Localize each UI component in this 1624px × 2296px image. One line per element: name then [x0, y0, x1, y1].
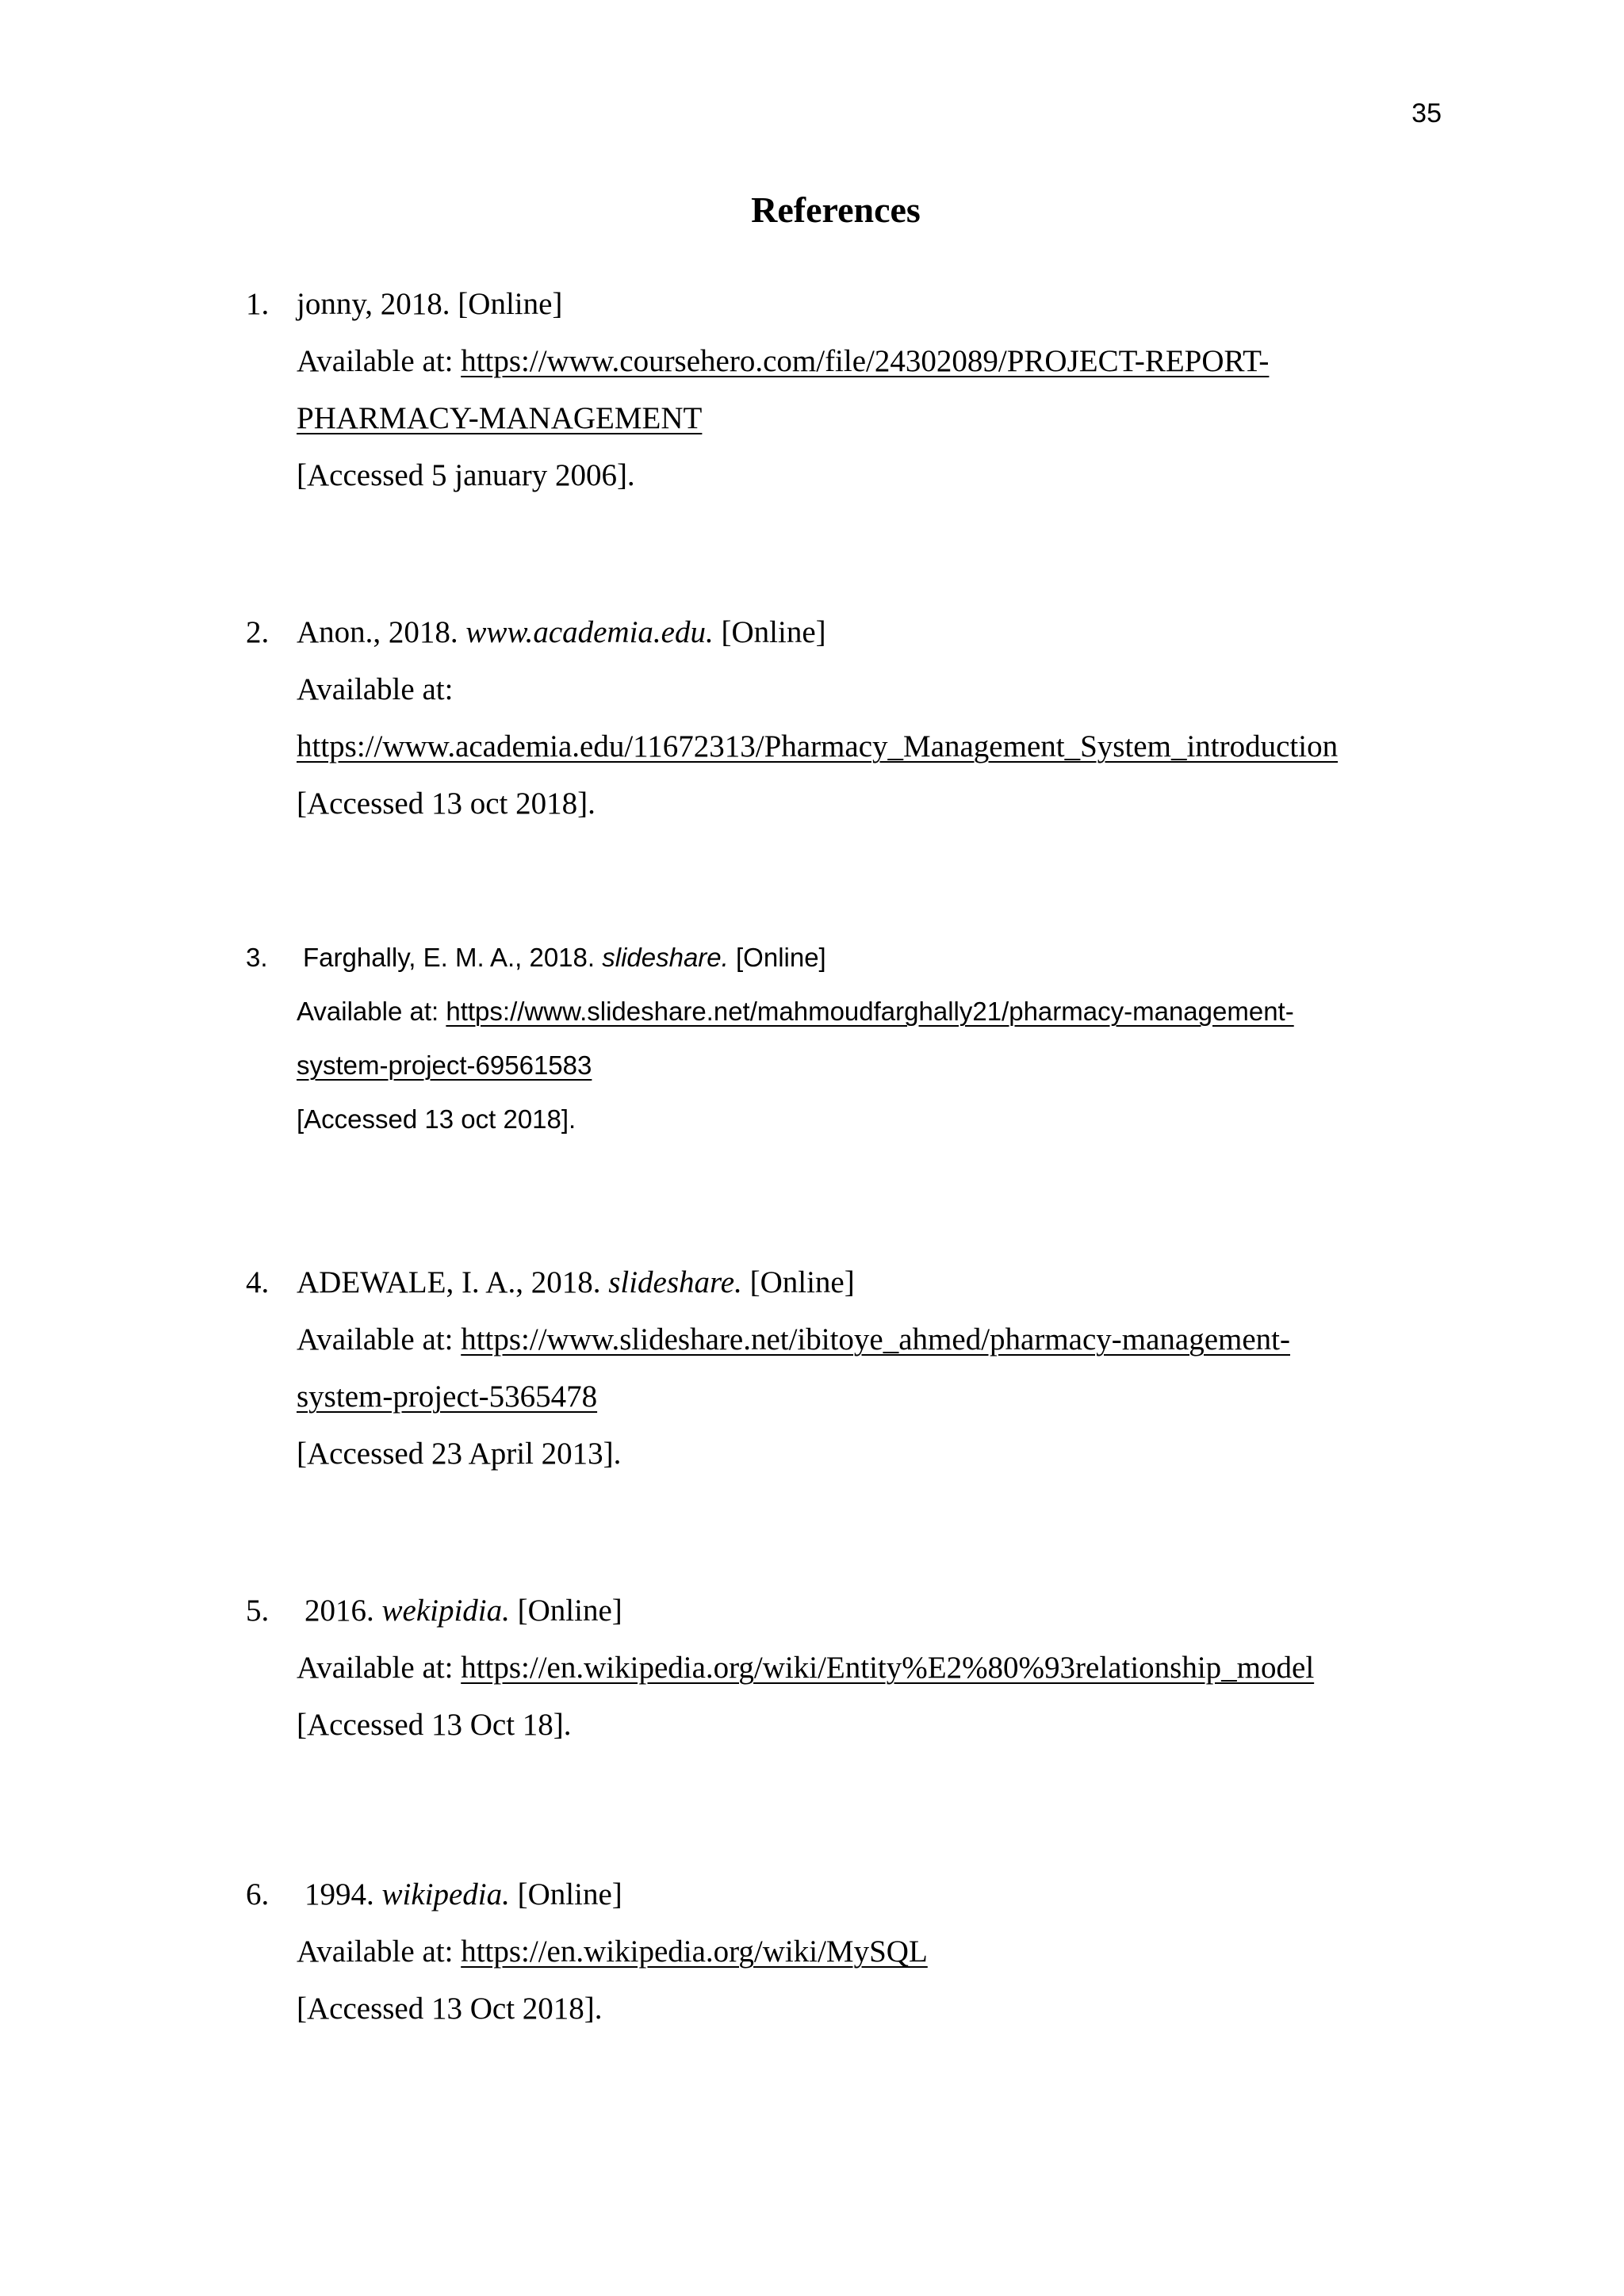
- reference-link-continued-line: [297, 390, 1269, 447]
- reference-5: [246, 1582, 1314, 1754]
- reference-link-continued-line: [297, 1368, 1290, 1425]
- reference-number: 2.: [246, 615, 270, 649]
- reference-2: [246, 604, 1338, 832]
- reference-link-continued[interactable]: system-project-69561583: [297, 1050, 592, 1080]
- reference-author-year: Farghally, E. M. A., 2018.: [303, 943, 596, 972]
- reference-medium: [Online]: [721, 615, 826, 649]
- reference-available-line: [297, 1923, 928, 1980]
- page-title: References: [751, 189, 921, 230]
- reference-link[interactable]: https://en.wikipedia.org/wiki/Entity%E2%80%93relationship_model: [461, 1651, 1315, 1685]
- reference-available-line: [297, 1311, 1290, 1368]
- reference-source: slideshare.: [602, 943, 729, 972]
- reference-source: wikipedia.: [381, 1877, 510, 1911]
- reference-link[interactable]: https://en.wikipedia.org/wiki/MySQL: [461, 1934, 928, 1969]
- available-label: Available at:: [297, 997, 439, 1026]
- reference-medium: [Online]: [517, 1877, 622, 1911]
- reference-link-continued-line: [297, 1039, 1294, 1093]
- reference-1: [246, 276, 1269, 504]
- reference-link[interactable]: https://www.coursehero.com/file/24302089/PROJECT-REPORT-: [461, 344, 1270, 378]
- reference-available-line: [297, 985, 1294, 1039]
- reference-author-year: Anon., 2018.: [297, 615, 458, 649]
- reference-link-continued[interactable]: PHARMACY-MANAGEMENT: [297, 401, 703, 435]
- reference-source: wekipidia.: [381, 1594, 510, 1628]
- reference-4: [246, 1254, 1290, 1483]
- reference-accessed: [Accessed 13 Oct 2018].: [297, 1992, 603, 2026]
- reference-number: 3.: [246, 943, 268, 972]
- reference-head: [297, 604, 1338, 661]
- reference-number: 1.: [246, 287, 270, 321]
- reference-medium: [Online]: [517, 1594, 622, 1628]
- reference-available-line: [297, 333, 1269, 390]
- reference-available-line: [297, 1640, 1314, 1697]
- reference-accessed: [Accessed 5 january 2006].: [297, 458, 635, 492]
- reference-head: jonny, 2018. [Online]: [297, 287, 563, 321]
- available-label: Available at:: [297, 344, 454, 378]
- reference-medium: [Online]: [736, 943, 826, 972]
- reference-head: [303, 931, 1294, 985]
- reference-number: 5.: [246, 1594, 270, 1628]
- reference-head: [304, 1582, 1314, 1640]
- reference-link[interactable]: https://www.slideshare.net/ibitoye_ahmed/pharmacy-management-: [461, 1322, 1291, 1357]
- reference-accessed: [Accessed 13 oct 2018].: [297, 1104, 576, 1134]
- reference-head: [297, 1254, 1290, 1311]
- reference-3: [246, 931, 1294, 1146]
- reference-author-year: ADEWALE, I. A., 2018.: [297, 1265, 601, 1299]
- reference-year: 1994.: [304, 1877, 374, 1911]
- reference-6: [246, 1866, 928, 2038]
- available-label: Available at:: [297, 672, 454, 706]
- reference-source: www.academia.edu.: [465, 615, 714, 649]
- reference-number: 4.: [246, 1265, 270, 1299]
- reference-accessed: [Accessed 13 oct 2018].: [297, 786, 596, 821]
- reference-number: 6.: [246, 1877, 270, 1911]
- available-label: Available at:: [297, 1651, 454, 1685]
- reference-link[interactable]: https://www.academia.edu/11672313/Pharmacy_Management_System_introduction: [297, 729, 1339, 763]
- reference-year: 2016.: [304, 1594, 374, 1628]
- reference-source: slideshare.: [608, 1265, 742, 1299]
- available-label: Available at:: [297, 1934, 454, 1969]
- reference-head: [304, 1866, 928, 1923]
- reference-available-line: [297, 661, 1338, 718]
- reference-link[interactable]: https://www.slideshare.net/mahmoudfarghally21/pharmacy-management-: [446, 997, 1294, 1026]
- reference-accessed: [Accessed 23 April 2013].: [297, 1437, 622, 1471]
- reference-medium: [Online]: [749, 1265, 855, 1299]
- reference-accessed: [Accessed 13 Oct 18].: [297, 1708, 572, 1742]
- reference-link-continued[interactable]: system-project-5365478: [297, 1380, 598, 1414]
- reference-link-line: [297, 718, 1338, 775]
- available-label: Available at:: [297, 1322, 454, 1357]
- page-number: 35: [1411, 98, 1442, 128]
